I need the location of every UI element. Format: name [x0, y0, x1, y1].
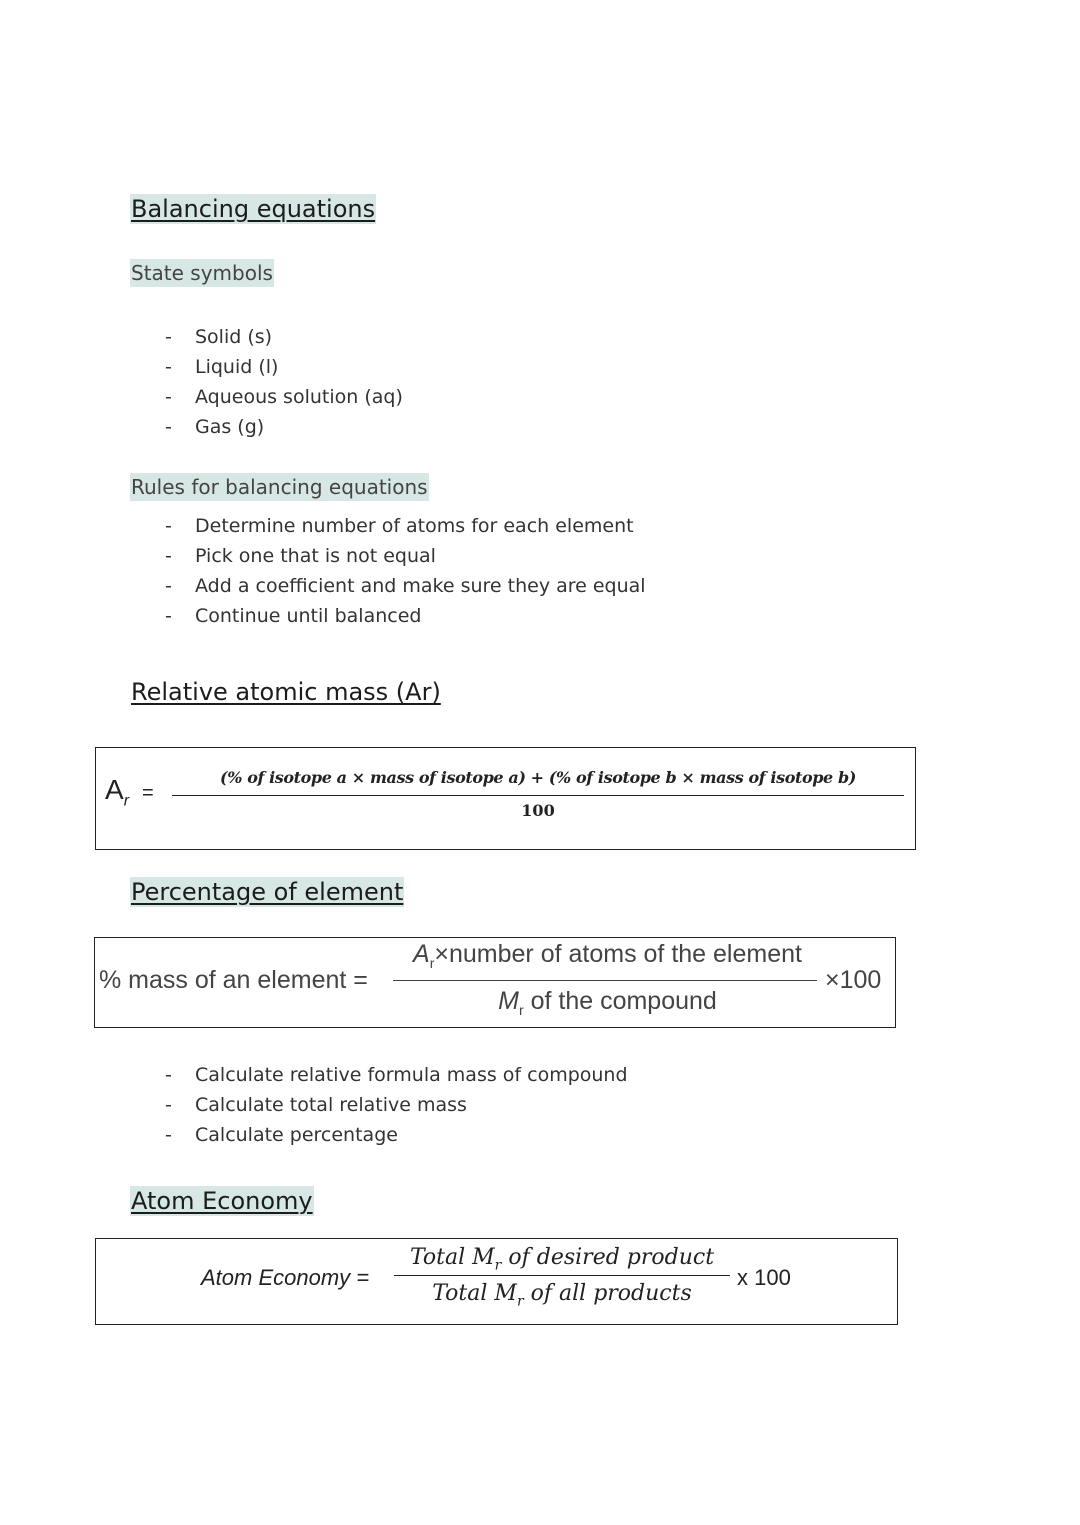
atom-economy-fraction-bar	[394, 1275, 730, 1276]
heading-atom-economy: Atom Economy	[131, 1187, 313, 1215]
percentage-steps-list	[165, 1060, 628, 1150]
ar-denominator: 100	[521, 801, 555, 820]
atom-economy-formula-box	[95, 1238, 898, 1325]
list-item: - Aqueous solution (aq)	[165, 382, 403, 412]
percentage-lhs: % mass of an element =	[99, 966, 368, 994]
ar-symbol: $A_r$	[105, 774, 130, 810]
ar-equals: =	[142, 782, 154, 804]
subheading-rules: Rules for balancing equations	[131, 475, 428, 499]
state-symbols-list	[165, 322, 403, 442]
list-item: - Calculate total relative mass	[165, 1090, 628, 1120]
heading-relative-atomic-mass: Relative atomic mass (Ar)	[131, 678, 441, 706]
relative-atomic-mass-formula-box	[95, 747, 916, 850]
atom-economy-denominator: Total $M_r$ of all products	[432, 1281, 692, 1310]
percentage-denominator: $M_r$ of the compound	[498, 987, 717, 1018]
list-item: - Continue until balanced	[165, 601, 646, 631]
atom-economy-lhs: Atom Economy =	[201, 1265, 370, 1290]
list-item: - Calculate percentage	[165, 1120, 628, 1150]
ar-numerator: (% of isotope a × mass of isotope a) + (% of isotope b × mass of isotope b)	[220, 768, 856, 787]
percentage-multiplier: ×100	[825, 966, 882, 994]
percentage-fraction-bar	[393, 980, 817, 981]
list-item: - Pick one that is not equal	[165, 541, 646, 571]
list-item: - Liquid (l)	[165, 352, 403, 382]
percentage-formula-box	[94, 937, 896, 1028]
subheading-state-symbols: State symbols	[131, 261, 273, 285]
list-item: - Calculate relative formula mass of compound	[165, 1060, 628, 1090]
heading-balancing-equations: Balancing equations	[131, 195, 376, 223]
list-item: - Solid (s)	[165, 322, 403, 352]
atom-economy-multiplier: x 100	[737, 1265, 791, 1290]
percentage-numerator: $A_r\times number$ of atoms of the element	[413, 940, 802, 971]
list-item: - Determine number of atoms for each element	[165, 511, 646, 541]
ar-fraction-bar	[172, 795, 904, 796]
list-item: - Gas (g)	[165, 412, 403, 442]
rules-list	[165, 511, 646, 631]
list-item: - Add a coefficient and make sure they are equal	[165, 571, 646, 601]
heading-percentage-of-element: Percentage of element	[131, 878, 404, 906]
atom-economy-numerator: Total $M_r$ of desired product	[409, 1245, 715, 1274]
